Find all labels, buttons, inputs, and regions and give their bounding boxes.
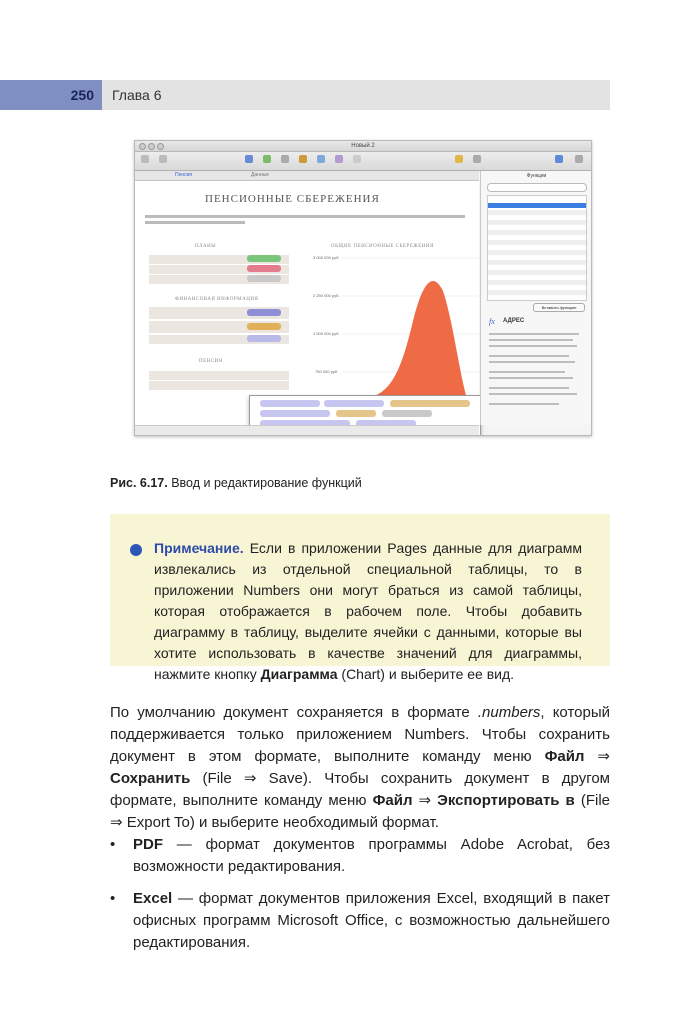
- note-box: [110, 514, 610, 682]
- header-page-block: [0, 80, 102, 110]
- figure-screenshot: [134, 140, 592, 436]
- help-line: [489, 371, 565, 373]
- help-line: [489, 403, 559, 405]
- insert-function-button: Вставить функцию: [533, 303, 585, 312]
- text-run: (File ⇒ Save). Чтобы сохранить документ в другом формате, выполните команду меню: [110, 770, 610, 809]
- window-title: Новый 2: [351, 143, 375, 149]
- help-line: [489, 387, 569, 389]
- section-finance: ФИНАНСОВАЯ ИНФОРМАЦИЯ: [175, 297, 259, 302]
- list-item: [488, 220, 586, 225]
- shape-icon: [317, 155, 325, 163]
- header-chapter-block: [102, 80, 610, 110]
- section-plans: ПЛАНЫ: [195, 244, 217, 249]
- bullet-text: — формат документов приложения Excel, входящий в пакет офисных программ Microsoft Office, с возможностью дальнейшего редактирования.: [133, 890, 610, 951]
- menu-file: Файл: [372, 792, 413, 809]
- body-paragraph: [110, 702, 610, 834]
- table-row: [149, 381, 289, 391]
- list-item: [488, 280, 586, 285]
- tab-pension: Пенсия: [175, 172, 193, 178]
- comment-icon: [353, 155, 361, 163]
- note-text: [154, 538, 582, 685]
- list-item: [110, 834, 610, 878]
- text-run: (File ⇒ Export To) и выберите необходимый формат.: [110, 792, 611, 831]
- list-item: [488, 290, 586, 295]
- y-tick: 1 500 000 руб.: [313, 331, 340, 336]
- text-run: , который поддерживается только приложением Numbers. Чтобы сохранить документ в этом формате, выполните команду меню: [110, 704, 610, 765]
- help-line: [489, 361, 575, 363]
- list-item: [488, 260, 586, 265]
- menu-file: Файл: [544, 748, 585, 765]
- note-bullet-icon: [130, 544, 142, 556]
- figure-caption: [110, 476, 362, 490]
- selected-function-name: АДРЕС: [503, 318, 525, 324]
- description-line: [145, 215, 465, 218]
- sheet-tabs: [135, 171, 479, 181]
- app-toolbar: [135, 152, 591, 171]
- help-line: [489, 345, 577, 347]
- file-extension: .numbers: [477, 704, 541, 721]
- y-tick: 3 000 000 руб.: [313, 255, 340, 260]
- page-number: 250: [70, 87, 94, 103]
- cell-highlight: [247, 323, 281, 330]
- cell-highlight: [247, 275, 281, 282]
- y-tick: 750 000 руб.: [315, 369, 339, 374]
- list-item: [488, 230, 586, 235]
- tab-data: Данные: [251, 172, 270, 178]
- note-body: Если в приложении Pages данные для диаграмм извлекались из отдельной специальной таблицы, то в приложении Numbers они могут браться из самой таблицы, которая отображается в рабочем поле. Чтобы добавить диаграмму в таблицу, выделите ячейки с данными, которые вы хотите использовать в качестве значений для диаграммы, нажмите кнопку: [154, 540, 582, 682]
- caption-label: Рис. 6.17.: [110, 476, 168, 490]
- help-line: [489, 339, 573, 341]
- menu-export: Экспортировать в: [437, 792, 575, 809]
- function-icon: [245, 155, 253, 163]
- chart-title: ОБЩИЕ ПЕНСИОННЫЕ СБЕРЕЖЕНИЯ: [331, 244, 434, 249]
- note-label: Примечание.: [154, 540, 244, 556]
- list-item: [110, 888, 610, 954]
- text-run: По умолчанию документ сохраняется в формате: [110, 704, 478, 721]
- bullet-marker: •: [110, 890, 116, 907]
- help-line: [489, 355, 569, 357]
- text-icon: [299, 155, 307, 163]
- formula-token: [260, 410, 330, 417]
- formula-token: [390, 400, 470, 407]
- savings-chart: [341, 251, 479, 401]
- window-titlebar: [135, 141, 591, 152]
- view-icon: [141, 155, 149, 163]
- format-icon: [555, 155, 563, 163]
- table-row: [149, 371, 289, 381]
- arrow: ⇒: [412, 792, 438, 809]
- arrow: ⇒: [584, 748, 610, 765]
- bullet-text: — формат документов программы Adobe Acrobat, без возможности редактирования.: [133, 836, 610, 875]
- list-item-selected: [488, 203, 586, 208]
- help-line: [489, 377, 573, 379]
- list-item: [488, 270, 586, 275]
- formula-token: [260, 400, 320, 407]
- tips-icon: [455, 155, 463, 163]
- chapter-title: Глава 6: [112, 87, 162, 103]
- bullet-term: Excel: [133, 890, 173, 907]
- area-series: [361, 281, 467, 399]
- formula-token: [324, 400, 384, 407]
- bullet-marker: •: [110, 836, 116, 853]
- y-tick: 2 250 000 руб.: [313, 293, 340, 298]
- sort-icon: [575, 155, 583, 163]
- media-icon: [335, 155, 343, 163]
- bullet-term: PDF: [133, 836, 163, 853]
- cell-highlight: [247, 335, 281, 342]
- help-line: [489, 393, 577, 395]
- section-pension: ПЕНСИЯ: [199, 359, 223, 364]
- function-search: [487, 183, 587, 192]
- caption-text: Ввод и редактирование функций: [167, 476, 362, 490]
- list-item: [488, 210, 586, 215]
- sheet-canvas: [135, 181, 479, 425]
- note-bold: Диаграмма: [260, 666, 338, 682]
- cell-highlight: [247, 309, 281, 316]
- functions-panel: [480, 171, 592, 425]
- note-tail: (Chart) и выберите ее вид.: [337, 666, 515, 682]
- zoom-icon: [159, 155, 167, 163]
- help-line: [489, 333, 579, 335]
- chart-icon: [263, 155, 271, 163]
- share-icon: [473, 155, 481, 163]
- table-icon: [281, 155, 289, 163]
- description-line: [145, 221, 245, 224]
- fx-icon: fx: [489, 317, 495, 326]
- cell-highlight: [247, 265, 281, 272]
- formula-token: [336, 410, 376, 417]
- functions-panel-title: Функции: [526, 173, 547, 179]
- status-bar: [135, 425, 479, 436]
- menu-save: Сохранить: [110, 770, 191, 787]
- cell-highlight: [247, 255, 281, 262]
- formula-token: [382, 410, 432, 417]
- sheet-title: ПЕНСИОННЫЕ СБЕРЕЖЕНИЯ: [205, 193, 380, 205]
- list-item: [488, 240, 586, 245]
- function-list: [487, 195, 587, 301]
- list-item: [488, 250, 586, 255]
